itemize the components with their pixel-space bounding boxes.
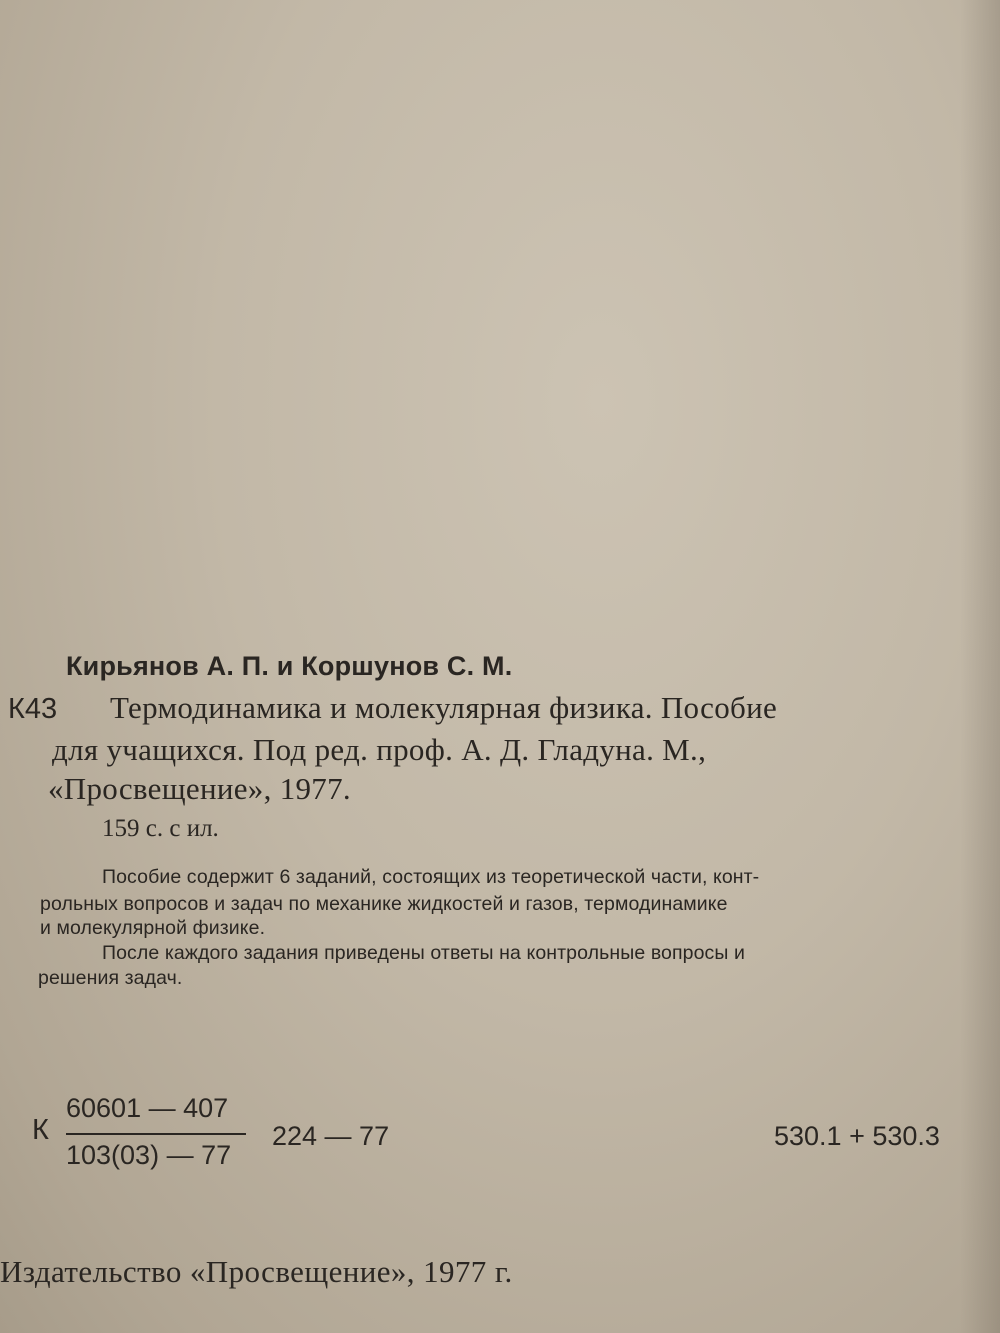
fraction-numerator: 60601 — 407 [66, 1093, 229, 1123]
catalog-index-code: К43 [8, 693, 58, 725]
title-line-1: Термодинамика и молекулярная физика. Пособие [110, 690, 778, 725]
page-edge-shadow [960, 0, 1000, 1333]
author-line: Кирьянов А. П. и Коршунов С. М. [66, 651, 513, 681]
fraction-denominator: 103(03) — 77 [66, 1140, 232, 1170]
title-line-3: «Просвещение», 1977. [48, 771, 351, 806]
title-line-2: для учащихся. Под ред. проф. А. Д. Гладуна. М., [52, 732, 707, 767]
annotation-line-1: Пособие содержит 6 заданий, состоящих из теоретической части, конт- [102, 866, 760, 888]
udc-code: 530.1 + 530.3 [774, 1121, 940, 1151]
annotation-line-5: решения задач. [38, 967, 183, 989]
annotation-line-4: После каждого задания приведены ответы на контрольные вопросы и [102, 942, 746, 964]
annotation-line-3: и молекулярной физике. [40, 917, 266, 939]
bbk-letter: К [32, 1114, 49, 1146]
publisher-line: Издательство «Просвещение», 1977 г. [0, 1254, 513, 1289]
annotation-line-2: рольных вопросов и задач по механике жидкостей и газов, термодинамике [40, 893, 728, 915]
page-count: 159 с. с ил. [102, 815, 219, 842]
order-code: 224 — 77 [272, 1121, 390, 1151]
fraction-bar [66, 1133, 246, 1135]
